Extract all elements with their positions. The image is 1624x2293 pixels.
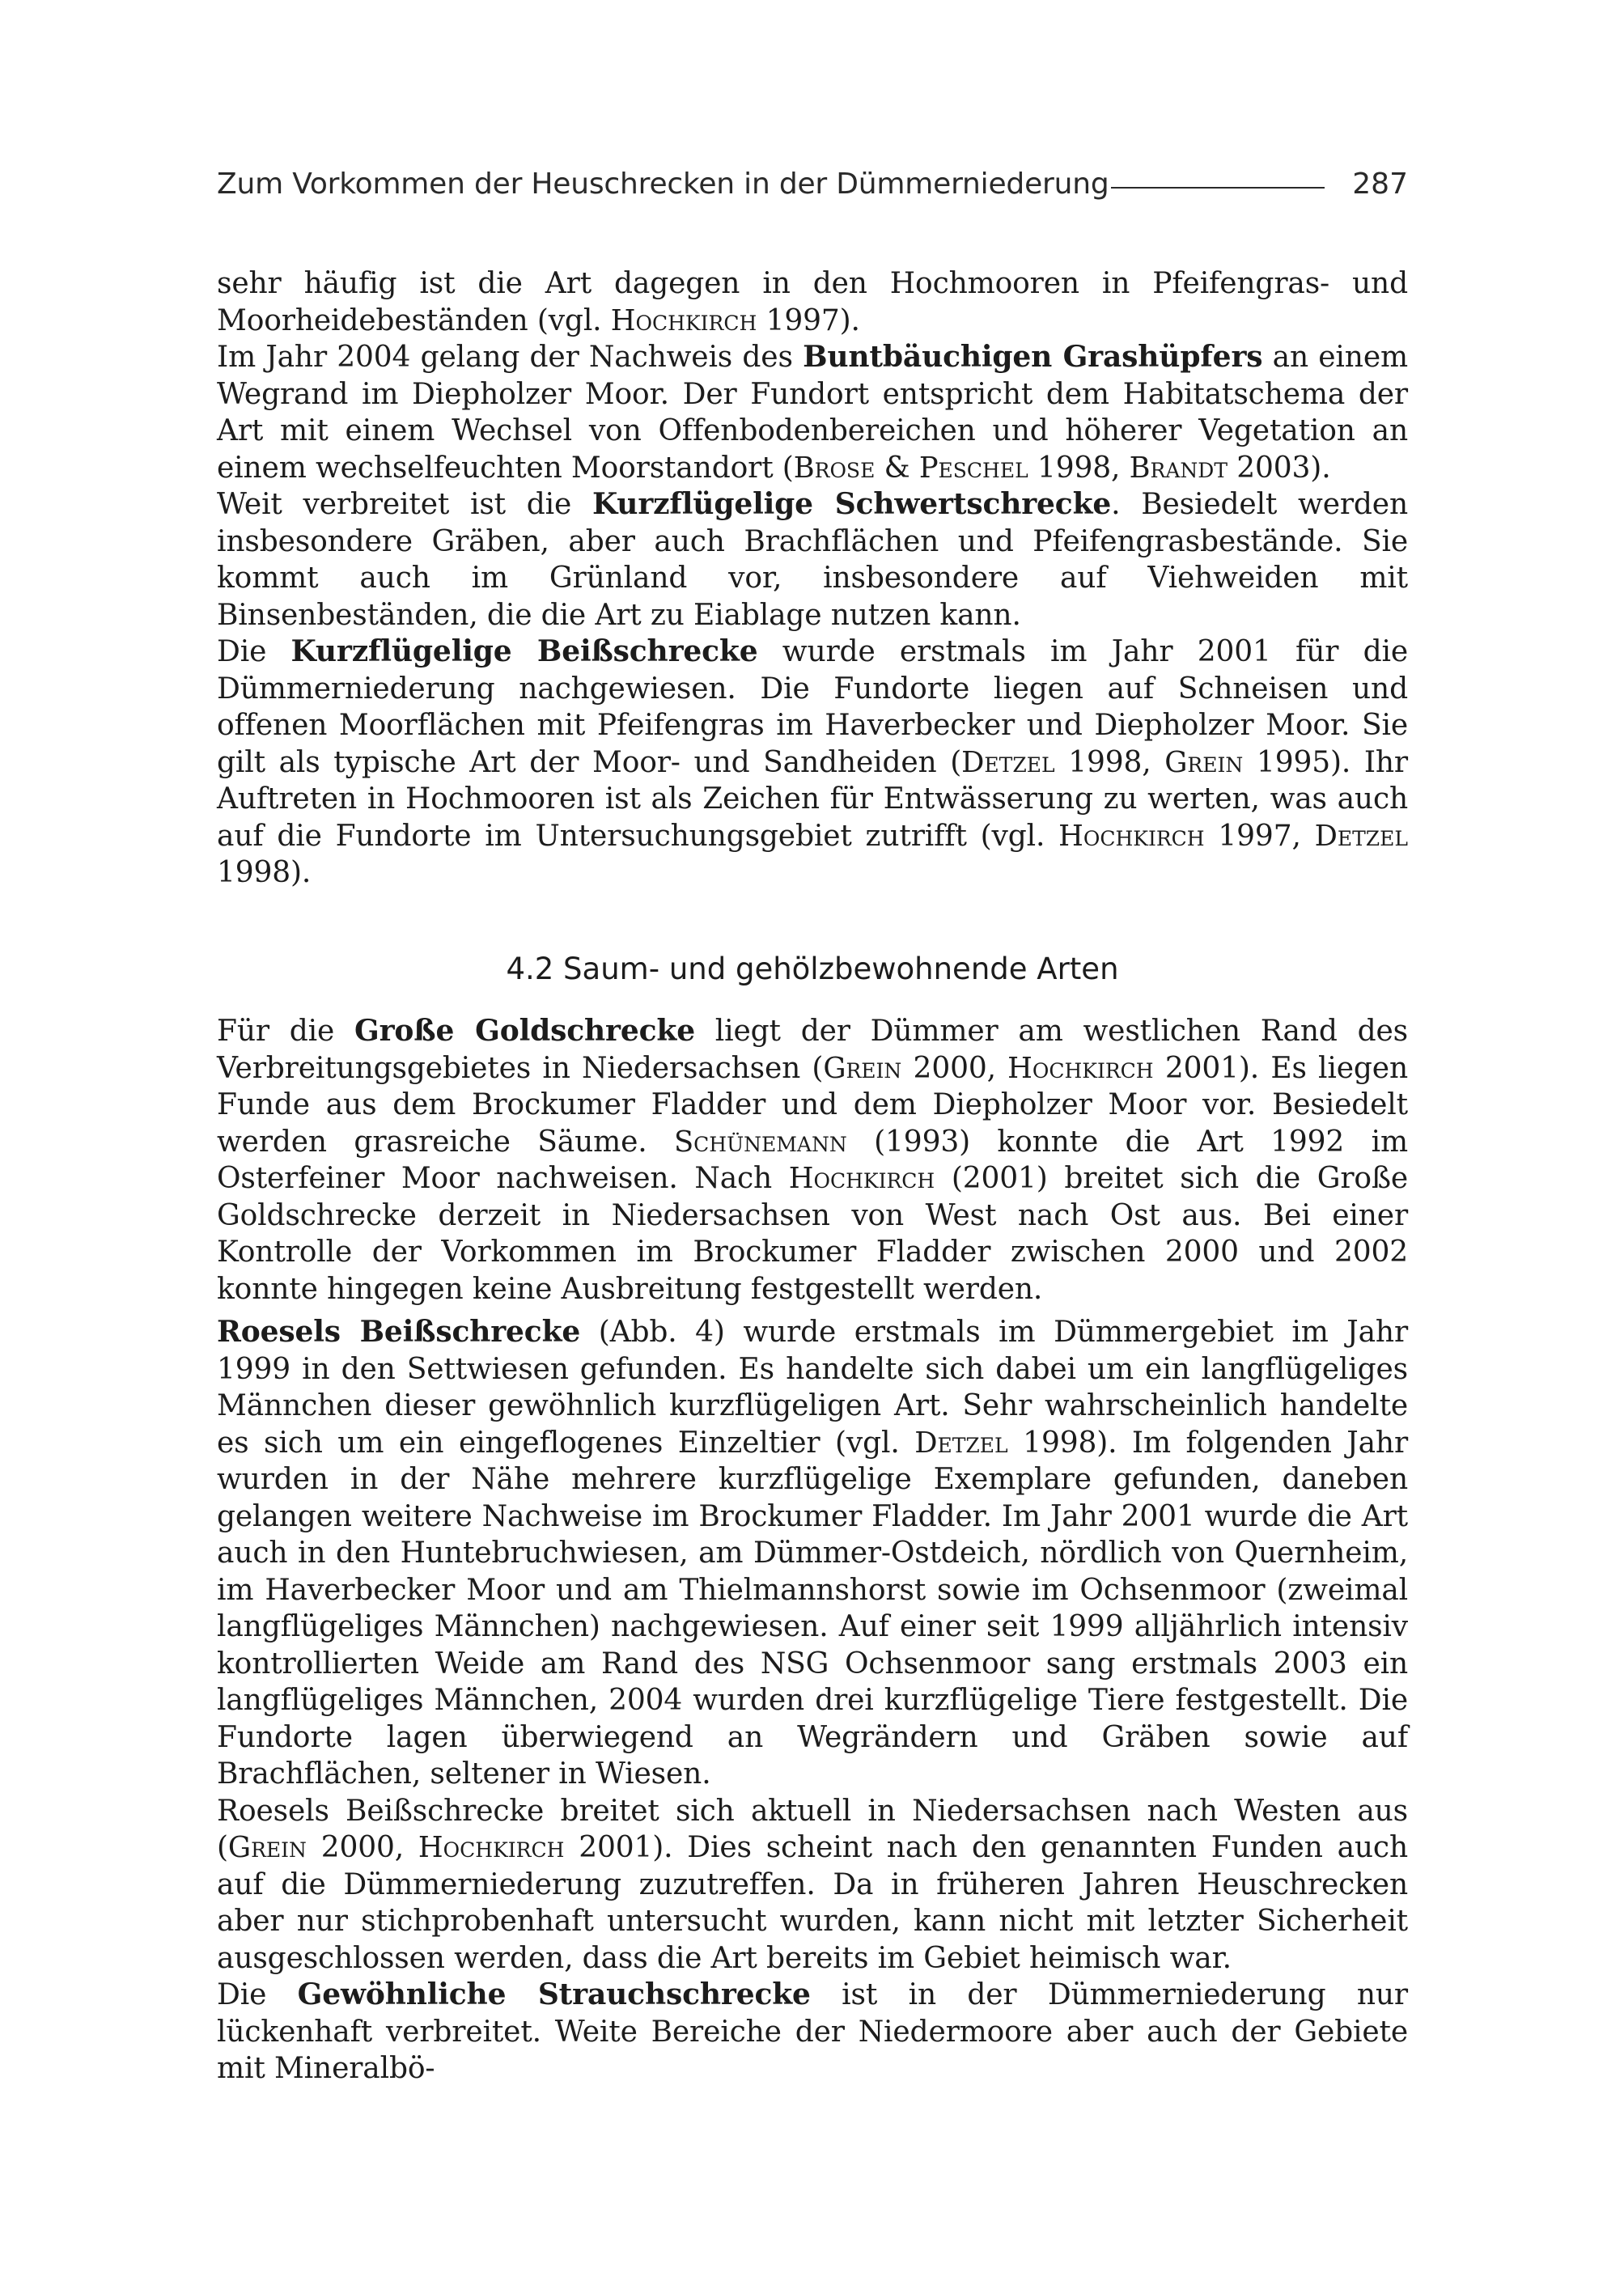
species-name: Kurzflügelige Beißschrecke bbox=[290, 634, 758, 668]
section-heading: 4.2 Saum- und gehölzbewohnende Arten bbox=[506, 952, 1119, 986]
author-citation: Grein bbox=[823, 1051, 902, 1085]
running-header bbox=[217, 160, 1408, 209]
paragraph: Roesels Beißschrecke (Abb. 4) wurde erstmals im Dümmergebiet im Jahr 1999 in den Settwiesen gefunden. Es handelte sich dabei um ein langflügeliges Männchen dieser gewöhnlich kurzflügeligen Art. Sehr wahrscheinlich handelte es sich um ein eingeflogenes Einzeltier (vgl. Detzel 1998). Im folgenden Jahr wurden in der Nähe mehrere kurzflügelige Exemplare gefunden, daneben gelangen weitere Nachweise im Brockumer Fladder. Im Jahr 2001 wurde die Art auch in den Huntebruchwiesen, am Dümmer-Ostdeich, nördlich von Quernheim, im Haverbecker Moor und am Thielmannshorst sowie im Ochsenmoor (zweimal langflügeliges Männchen) nachgewiesen. Auf einer seit 1999 alljährlich intensiv kontrollierten Weide am Rand des NSG Ochsenmoor sang erstmals 2003 ein langflügeliges Männchen, 2004 wurden drei kurzflügelige Tiere festgestellt. Die Fundorte lagen überwiegend an Wegrändern und Gräben sowie auf Brachflächen, seltener in Wiesen. bbox=[217, 1315, 1408, 1791]
author-citation: Schünemann bbox=[674, 1125, 847, 1159]
author-citation: Hochkirch bbox=[788, 1162, 935, 1195]
text-block-2 bbox=[217, 1013, 1408, 1308]
author-citation: Hochkirch bbox=[1058, 819, 1205, 853]
author-citation: Detzel bbox=[914, 1426, 1008, 1460]
author-citation: Hochkirch bbox=[418, 1831, 565, 1864]
text-block-1 bbox=[217, 265, 1408, 892]
species-name: Gewöhnliche Strauchschrecke bbox=[297, 1977, 811, 2011]
species-name: Große Goldschrecke bbox=[354, 1014, 695, 1048]
running-title: Zum Vorkommen der Heuschrecken in der Dümmerniederung bbox=[217, 167, 1109, 201]
author-citation: Detzel bbox=[1314, 819, 1408, 853]
author-citation: Hochkirch bbox=[610, 303, 757, 337]
author-citation: Detzel bbox=[961, 745, 1055, 779]
species-name: Buntbäuchigen Grashüpfers bbox=[803, 340, 1263, 374]
author-citation: Grein bbox=[1164, 745, 1244, 779]
paragraph: Die Gewöhnliche Strauchschrecke ist in der Dümmerniederung nur lückenhaft verbreitet. Weite Bereiche der Niedermoore aber auch der Gebiete mit Mineralbö- bbox=[217, 1977, 1408, 2085]
paragraph: Für die Große Goldschrecke liegt der Dümmer am westlichen Rand des Verbreitungsgebietes in Niedersachsen (Grein 2000, Hochkirch 2001). Es liegen Funde aus dem Brockumer Fladder und dem Diepholzer Moor vor. Besiedelt werden grasreiche Säume. Schünemann (1993) konnte die Art 1992 im Osterfeiner Moor nachweisen. Nach Hochkirch (2001) breitet sich die Große Goldschrecke derzeit in Niedersachsen von West nach Ost aus. Bei einer Kontrolle der Vorkommen im Brockumer Fladder zwischen 2000 und 2002 konnte hingegen keine Ausbreitung festgestellt werden. bbox=[217, 1014, 1409, 1306]
paragraph: Die Kurzflügelige Beißschrecke wurde erstmals im Jahr 2001 für die Dümmerniederung nachgewiesen. Die Fundorte liegen auf Schneisen und offenen Moorflächen mit Pfeifengras im Haverbecker und Diepholzer Moor. Sie gilt als typische Art der Moor- und Sandheiden (Detzel 1998, Grein 1995). Ihr Auftreten in Hochmooren ist als Zeichen für Entwässerung zu werten, was auch auf die Fundorte im Untersuchungsgebiet zutrifft (vgl. Hochkirch 1997, Detzel 1998). bbox=[217, 634, 1409, 889]
species-name: Kurzflügelige Schwertschrecke bbox=[592, 487, 1112, 521]
paragraph: sehr häufig ist die Art dagegen in den Hochmooren in Pfeifengras- und Moorheidebeständen (vgl. Hochkirch 1997). bbox=[217, 267, 1408, 337]
paragraph: Weit verbreitet ist die Kurzflügelige Schwertschrecke. Besiedelt werden insbesondere Gräben, aber auch Brachflächen und Pfeifengrasbestände. Sie kommt auch im Grünland vor, insbesondere auf Viehweiden mit Binsenbeständen, die die Art zu Eiablage nutzen kann. bbox=[217, 487, 1408, 632]
author-citation: Grein bbox=[227, 1831, 307, 1864]
author-citation: Brose bbox=[793, 451, 876, 485]
text-block-3 bbox=[217, 1314, 1408, 2087]
author-citation: Brandt bbox=[1129, 451, 1228, 485]
paragraph: Im Jahr 2004 gelang der Nachweis des Buntbäuchigen Grashüpfers an einem Wegrand im Diepholzer Moor. Der Fundort entspricht dem Habitatschema der Art mit einem Wechsel von Offenbodenbereichen und höherer Vegetation an einem wechselfeuchten Moorstandort (Brose & Peschel 1998, Brandt 2003). bbox=[217, 340, 1408, 485]
author-citation: Peschel bbox=[918, 451, 1028, 485]
paragraph: Roesels Beißschrecke breitet sich aktuell in Niedersachsen nach Westen aus (Grein 2000, Hochkirch 2001). Dies scheint nach den genannten Funden auch auf die Dümmerniederung zuzutreffen. Da in früheren Jahren Heuschrecken aber nur stichprobenhaft untersucht wurden, kann nicht mit letzter Sicherheit ausgeschlossen werden, dass die Art bereits im Gebiet heimisch war. bbox=[217, 1794, 1408, 1975]
species-name: Roesels Beißschrecke bbox=[217, 1315, 581, 1349]
author-citation: Hochkirch bbox=[1007, 1051, 1154, 1085]
header-rule bbox=[1111, 187, 1325, 189]
page-number: 287 bbox=[1352, 167, 1408, 201]
